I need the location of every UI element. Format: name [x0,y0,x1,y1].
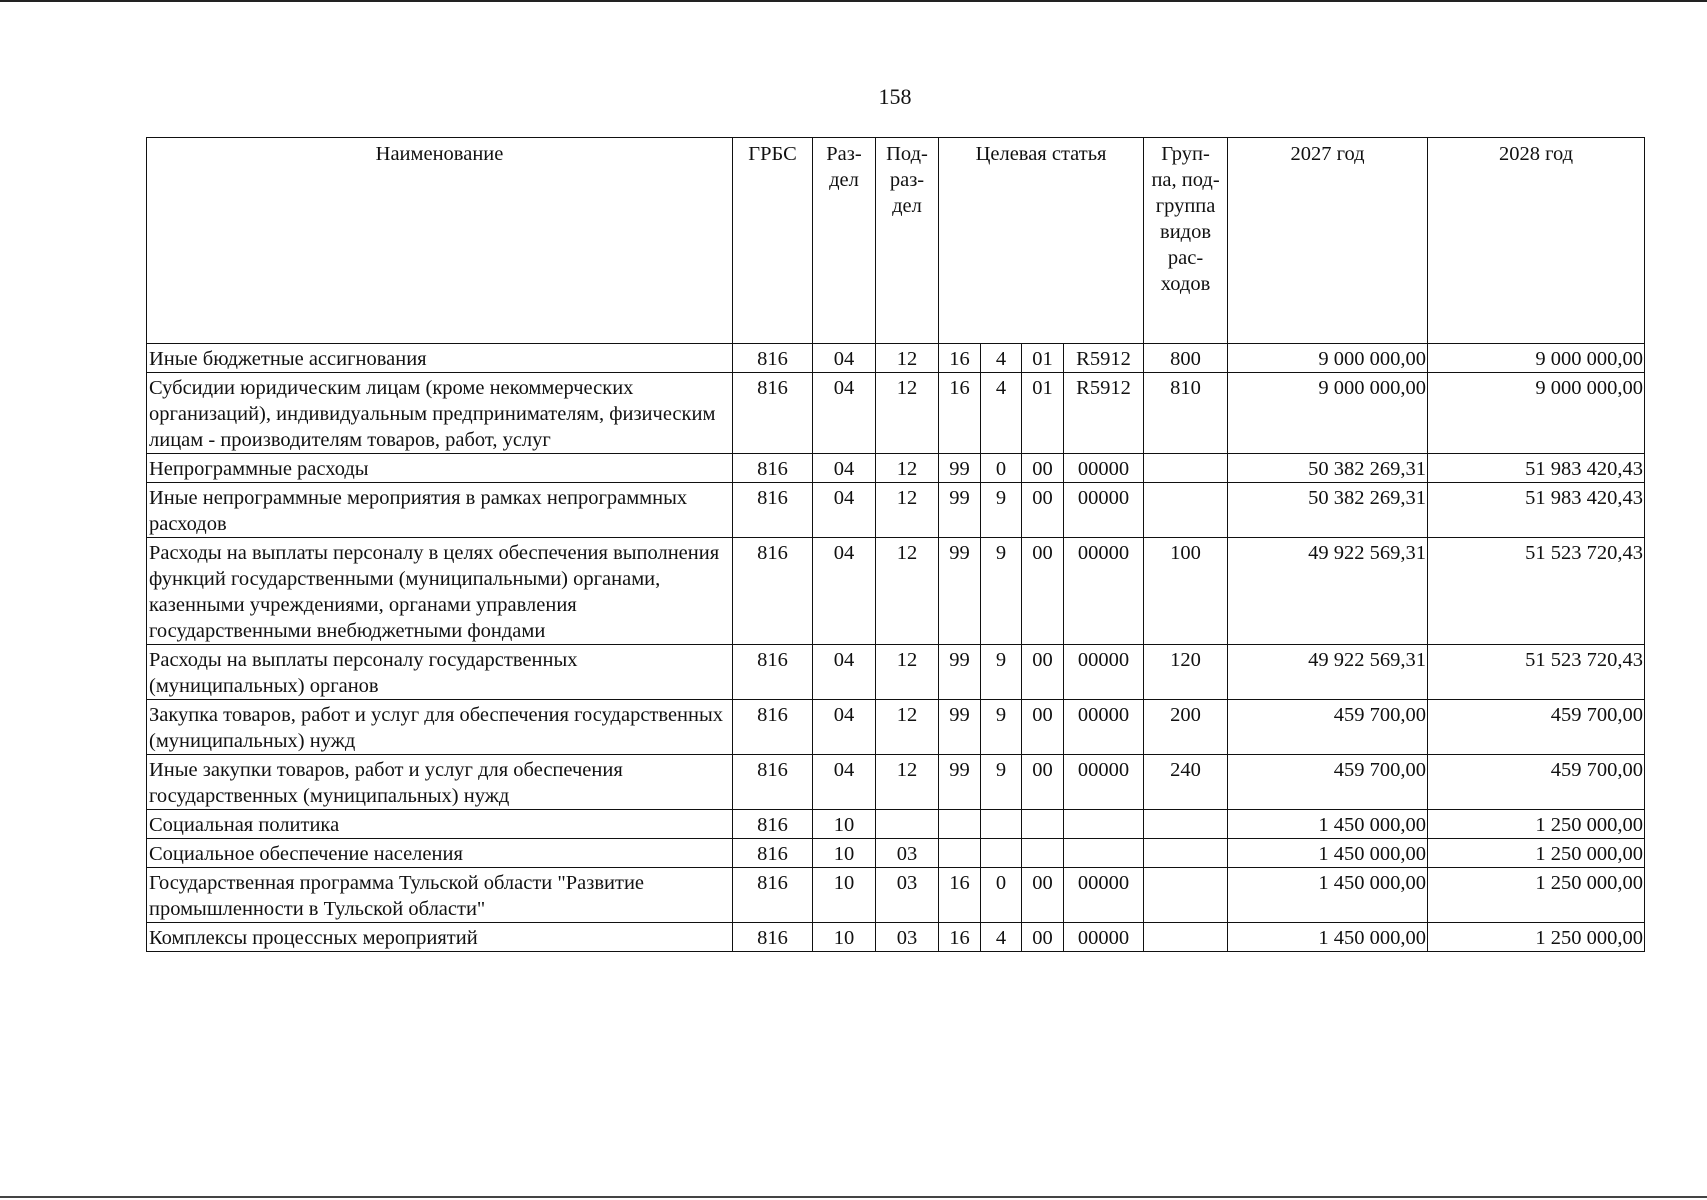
row-target-2: 4 [981,373,1022,454]
row-target-1: 99 [939,645,981,700]
table-row [147,454,1645,483]
row-amount-2027: 1 450 000,00 [1228,839,1428,868]
table-row [147,755,1645,810]
header-grbs: ГРБС [733,138,813,344]
row-group: 800 [1144,344,1228,373]
row-target-4: 00000 [1064,483,1144,538]
row-grbs: 816 [733,700,813,755]
row-group [1144,483,1228,538]
row-amount-2028: 51 983 420,43 [1428,483,1645,538]
row-amount-2028: 9 000 000,00 [1428,344,1645,373]
row-razdel: 04 [813,755,876,810]
table-header-row [147,138,1645,344]
row-podrazdel: 12 [876,344,939,373]
row-group [1144,810,1228,839]
row-target-4: 00000 [1064,538,1144,645]
row-amount-2028: 9 000 000,00 [1428,373,1645,454]
row-target-4 [1064,810,1144,839]
header-target-article: Целевая статья [939,138,1144,344]
row-amount-2027: 9 000 000,00 [1228,344,1428,373]
row-amount-2027: 1 450 000,00 [1228,923,1428,952]
row-razdel: 10 [813,810,876,839]
row-target-4 [1064,839,1144,868]
row-razdel: 04 [813,538,876,645]
table-row [147,483,1645,538]
row-group: 200 [1144,700,1228,755]
row-amount-2028: 1 250 000,00 [1428,810,1645,839]
row-target-2: 9 [981,700,1022,755]
row-razdel: 04 [813,700,876,755]
row-razdel: 10 [813,839,876,868]
row-target-4: 00000 [1064,755,1144,810]
row-razdel: 04 [813,344,876,373]
row-target-2: 9 [981,755,1022,810]
row-target-1: 99 [939,755,981,810]
row-podrazdel: 12 [876,454,939,483]
table-row [147,538,1645,645]
row-amount-2027: 9 000 000,00 [1228,373,1428,454]
row-target-3: 00 [1022,454,1064,483]
table-body [147,344,1645,952]
row-amount-2028: 459 700,00 [1428,700,1645,755]
row-target-2: 9 [981,645,1022,700]
row-amount-2028: 1 250 000,00 [1428,839,1645,868]
row-podrazdel: 03 [876,839,939,868]
row-podrazdel: 12 [876,538,939,645]
table-row [147,700,1645,755]
row-name: Иные закупки товаров, работ и услуг для обеспечения государственных (муниципальных) нужд [147,755,733,810]
row-amount-2027: 50 382 269,31 [1228,454,1428,483]
row-target-1 [939,810,981,839]
row-podrazdel: 03 [876,868,939,923]
row-grbs: 816 [733,373,813,454]
row-target-1: 99 [939,483,981,538]
row-grbs: 816 [733,868,813,923]
row-grbs: 816 [733,755,813,810]
row-group: 240 [1144,755,1228,810]
row-name: Иные бюджетные ассигнования [147,344,733,373]
row-podrazdel: 12 [876,483,939,538]
row-target-4: 00000 [1064,923,1144,952]
row-grbs: 816 [733,923,813,952]
header-2028: 2028 год [1428,138,1645,344]
row-grbs: 816 [733,645,813,700]
row-target-1: 16 [939,344,981,373]
row-target-1: 16 [939,923,981,952]
table-row [147,810,1645,839]
row-target-2 [981,839,1022,868]
row-razdel: 04 [813,373,876,454]
row-name: Субсидии юридическим лицам (кроме некоммерческих организаций), индивидуальным предпринимателям, физическим лицам - производителям товаров, работ, услуг [147,373,733,454]
row-grbs: 816 [733,538,813,645]
table-row [147,839,1645,868]
row-target-4: 00000 [1064,645,1144,700]
row-target-1 [939,839,981,868]
row-amount-2027: 1 450 000,00 [1228,810,1428,839]
row-grbs: 816 [733,810,813,839]
table-row [147,868,1645,923]
row-amount-2027: 1 450 000,00 [1228,868,1428,923]
row-grbs: 816 [733,483,813,538]
row-name: Социальная политика [147,810,733,839]
row-target-4: R5912 [1064,344,1144,373]
row-name: Непрограммные расходы [147,454,733,483]
row-group [1144,868,1228,923]
scan-edge-top [0,0,1707,2]
row-group: 810 [1144,373,1228,454]
row-amount-2027: 49 922 569,31 [1228,645,1428,700]
row-target-3: 00 [1022,645,1064,700]
row-target-2: 4 [981,923,1022,952]
row-amount-2028: 1 250 000,00 [1428,923,1645,952]
scan-edge-bottom [0,1196,1707,1198]
row-group [1144,839,1228,868]
row-target-4: 00000 [1064,868,1144,923]
header-name: Наименование [147,138,733,344]
row-target-2: 0 [981,454,1022,483]
row-podrazdel: 12 [876,755,939,810]
row-group [1144,454,1228,483]
header-2027: 2027 год [1228,138,1428,344]
row-amount-2027: 459 700,00 [1228,755,1428,810]
row-razdel: 04 [813,454,876,483]
row-amount-2027: 50 382 269,31 [1228,483,1428,538]
row-target-1: 16 [939,373,981,454]
row-target-3: 00 [1022,923,1064,952]
row-target-4: R5912 [1064,373,1144,454]
row-target-3 [1022,810,1064,839]
row-name: Иные непрограммные мероприятия в рамках непрограммных расходов [147,483,733,538]
header-razdel: Раз- дел [813,138,876,344]
row-target-3: 01 [1022,373,1064,454]
table-row [147,923,1645,952]
row-target-2: 9 [981,538,1022,645]
row-amount-2028: 51 983 420,43 [1428,454,1645,483]
row-group [1144,923,1228,952]
row-target-4: 00000 [1064,454,1144,483]
row-podrazdel [876,810,939,839]
row-podrazdel: 12 [876,700,939,755]
row-target-3: 00 [1022,700,1064,755]
row-group: 120 [1144,645,1228,700]
table-row [147,344,1645,373]
page-number: 158 [878,84,912,109]
table-row [147,373,1645,454]
row-razdel: 04 [813,645,876,700]
row-target-3: 00 [1022,538,1064,645]
row-target-1: 99 [939,454,981,483]
row-name: Социальное обеспечение населения [147,839,733,868]
row-name: Расходы на выплаты персоналу государственных (муниципальных) органов [147,645,733,700]
row-amount-2028: 459 700,00 [1428,755,1645,810]
row-target-3: 00 [1022,868,1064,923]
row-razdel: 10 [813,868,876,923]
header-podrazdel: Под- раз- дел [876,138,939,344]
header-expense-group: Груп- па, под- группа видов рас- ходов [1144,138,1228,344]
row-group: 100 [1144,538,1228,645]
row-name: Государственная программа Тульской области "Развитие промышленности в Тульской области" [147,868,733,923]
row-podrazdel: 12 [876,373,939,454]
row-amount-2028: 51 523 720,43 [1428,645,1645,700]
row-target-2: 4 [981,344,1022,373]
row-name: Комплексы процессных мероприятий [147,923,733,952]
row-amount-2027: 49 922 569,31 [1228,538,1428,645]
budget-table [146,137,1645,952]
row-target-1: 99 [939,700,981,755]
row-target-3: 00 [1022,483,1064,538]
row-name: Расходы на выплаты персоналу в целях обеспечения выполнения функций государственными (муниципальными) органами, казенными учреждениями, органами управления государственными внебюджетными фондами [147,538,733,645]
row-amount-2028: 1 250 000,00 [1428,868,1645,923]
row-target-3 [1022,839,1064,868]
row-target-3: 00 [1022,755,1064,810]
row-razdel: 04 [813,483,876,538]
row-target-2 [981,810,1022,839]
row-amount-2028: 51 523 720,43 [1428,538,1645,645]
table-row [147,645,1645,700]
row-target-2: 0 [981,868,1022,923]
row-grbs: 816 [733,344,813,373]
row-podrazdel: 03 [876,923,939,952]
row-target-4: 00000 [1064,700,1144,755]
row-grbs: 816 [733,839,813,868]
row-razdel: 10 [813,923,876,952]
row-podrazdel: 12 [876,645,939,700]
row-target-1: 99 [939,538,981,645]
row-target-2: 9 [981,483,1022,538]
row-target-3: 01 [1022,344,1064,373]
row-name: Закупка товаров, работ и услуг для обеспечения государственных (муниципальных) нужд [147,700,733,755]
row-amount-2027: 459 700,00 [1228,700,1428,755]
row-target-1: 16 [939,868,981,923]
row-grbs: 816 [733,454,813,483]
